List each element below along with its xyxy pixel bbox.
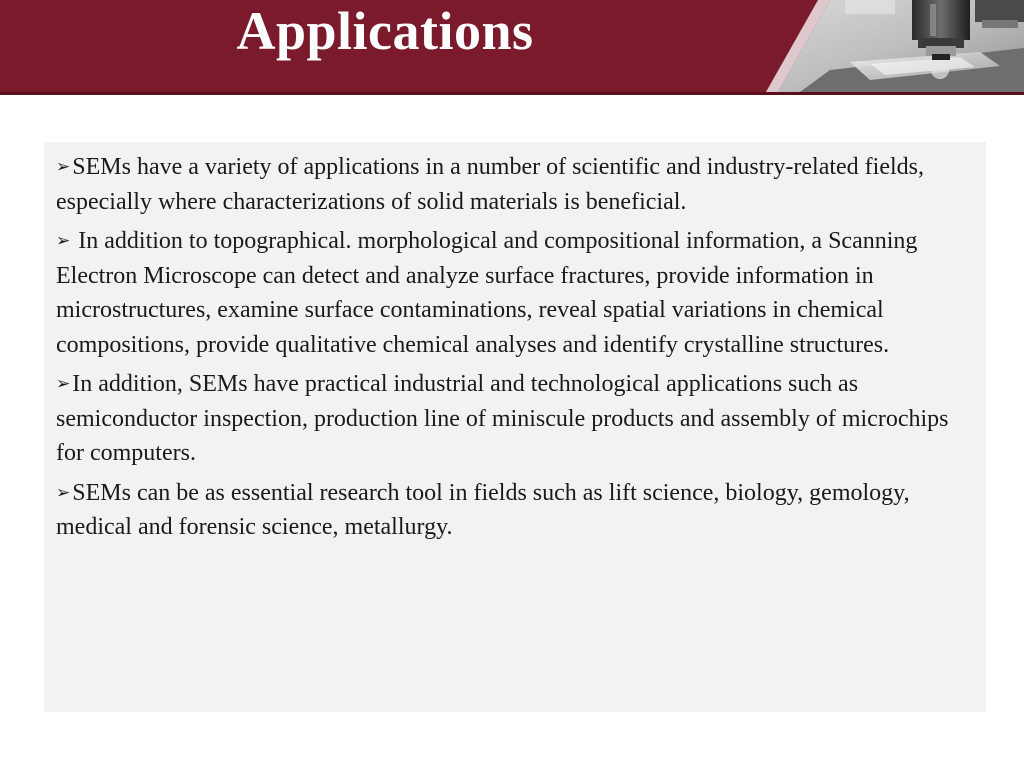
bullet-item [56,150,972,219]
arrow-bullet-icon: ➢ [56,374,71,394]
bullet-text: In addition to topographical. morphological and compositional information, a Scanning Electron Microscope can detect and analyze surface fractures, provide information in microstructures, examine surface contaminations, reveal spatial variations in chemical compositions, provide qualitative chemical analyses and identify crystalline structures. [56,228,918,358]
content-box [44,142,986,712]
arrow-bullet-icon: ➢ [56,482,71,503]
bullet-text: In addition, SEMs have practical industrial and technological applications such as semiconductor inspection, production line of miniscule products and assembly of microchips for computers. [56,371,949,466]
bullet-item [56,476,972,545]
arrow-bullet-icon: ➢ [56,231,71,251]
bullet-text: SEMs can be as essential research tool in fields such as lift science, biology, gemology, medical and forensic science, metallurgy. [56,479,910,540]
bullet-text: SEMs have a variety of applications in a number of scientific and industry-related fields, especially where characterizations of solid materials is beneficial. [56,154,924,215]
arrow-bullet-icon: ➢ [56,157,71,177]
bullet-item [56,367,972,471]
slide-title: Applications [236,1,534,61]
bullet-item [56,224,972,362]
